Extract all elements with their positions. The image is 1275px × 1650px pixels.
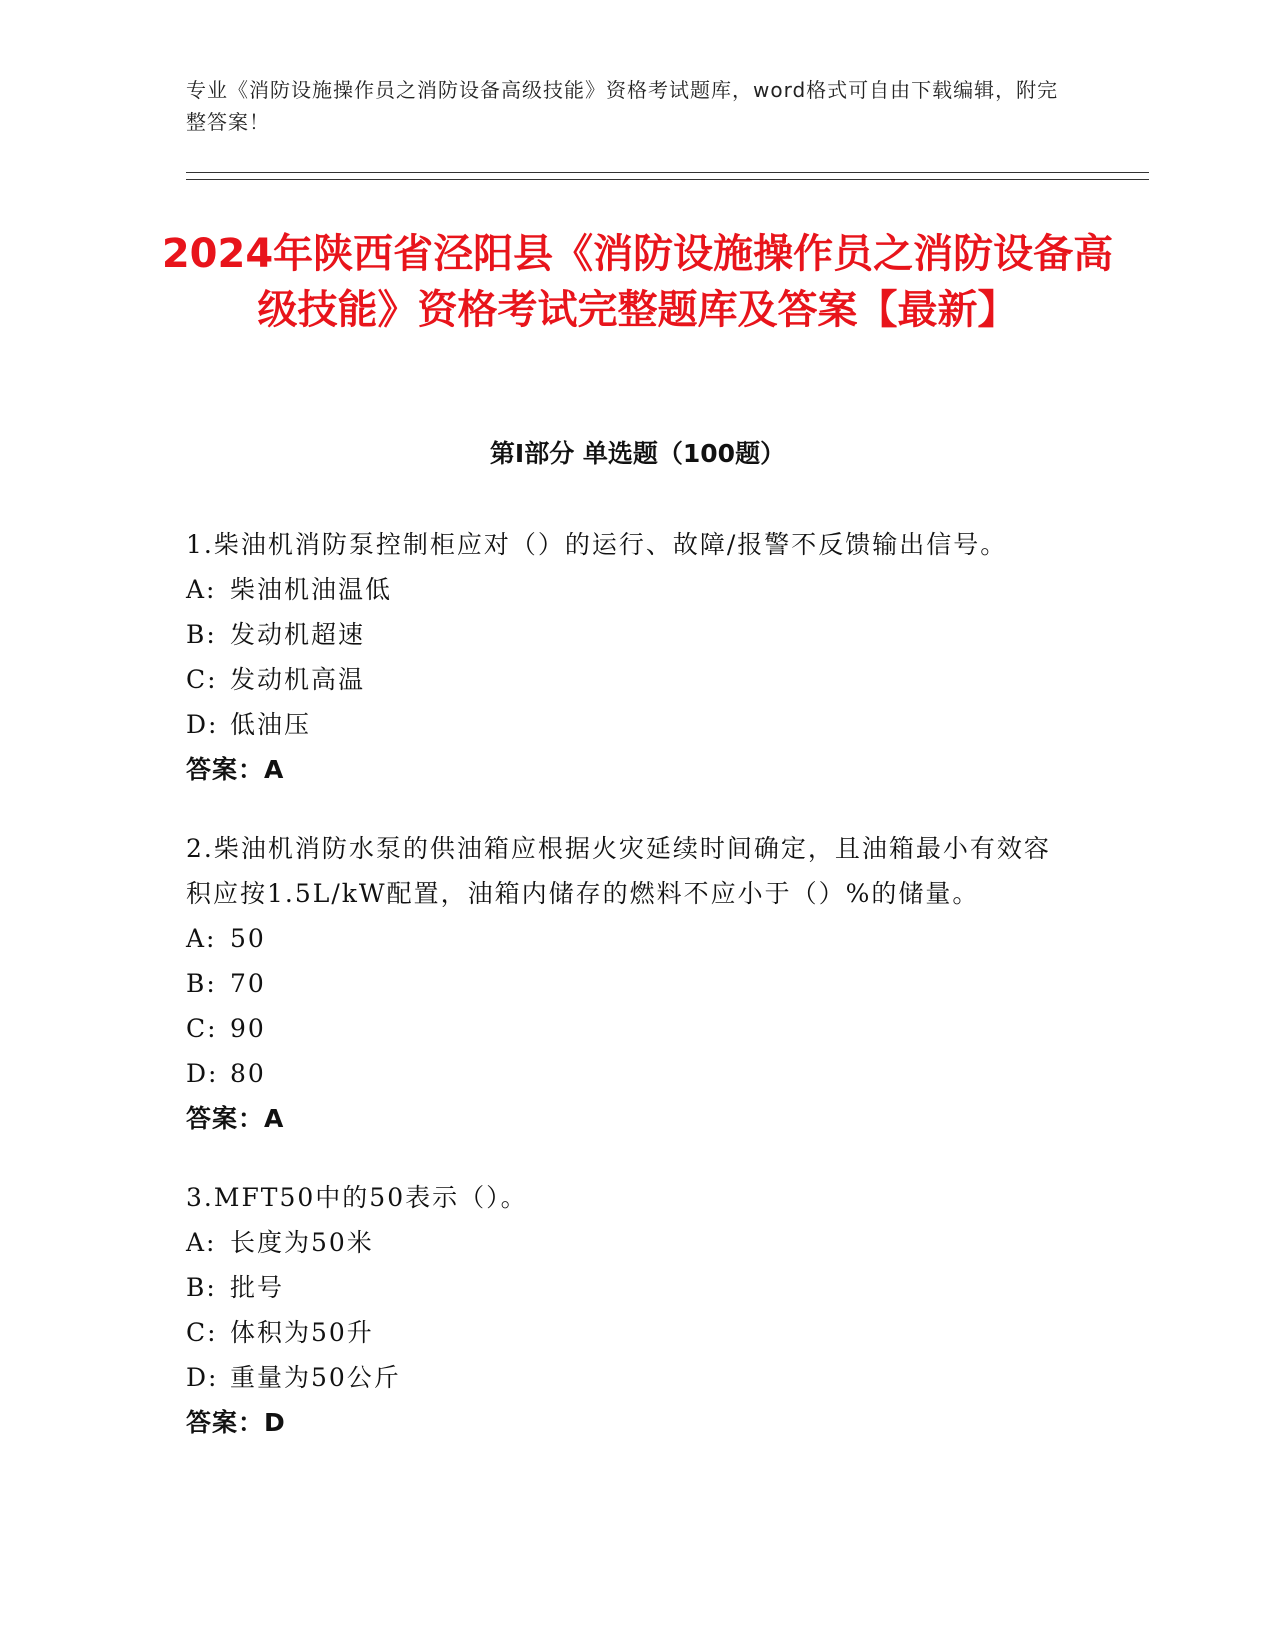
answer: 答案：A bbox=[186, 1104, 285, 1133]
option-a bbox=[186, 1220, 1066, 1265]
answer: 答案：A bbox=[186, 755, 285, 784]
question-text: 3.MFT50中的50表示（）。 bbox=[186, 1183, 528, 1212]
option-text: 发动机高温 bbox=[230, 665, 366, 694]
header-divider-bottom bbox=[186, 179, 1149, 180]
option-c bbox=[186, 1310, 1066, 1355]
option-label: A: bbox=[186, 924, 217, 953]
option-label: D: bbox=[186, 1363, 219, 1392]
option-b bbox=[186, 612, 1066, 657]
option-text: 70 bbox=[230, 969, 266, 998]
question-1 bbox=[186, 522, 1066, 792]
option-text: 发动机超速 bbox=[230, 620, 366, 649]
question-list bbox=[186, 522, 1066, 1479]
option-b bbox=[186, 1265, 1066, 1310]
option-d bbox=[186, 702, 1066, 747]
option-label: C: bbox=[186, 1318, 218, 1347]
option-d bbox=[186, 1051, 1066, 1096]
question-text: 2.柴油机消防水泵的供油箱应根据火灾延续时间确定，且油箱最小有效容积应按1.5L/kW配置，油箱内储存的燃料不应小于（）%的储量。 bbox=[186, 834, 1051, 908]
option-text: 长度为50米 bbox=[230, 1228, 374, 1257]
option-a bbox=[186, 567, 1066, 612]
header-note: 专业《消防设施操作员之消防设备高级技能》资格考试题库，word格式可自由下载编辑，附完整答案！ bbox=[186, 78, 1059, 134]
option-text: 体积为50升 bbox=[230, 1318, 374, 1347]
option-label: D: bbox=[186, 1059, 219, 1088]
option-label: A: bbox=[186, 575, 217, 604]
document-title: 2024年陕西省泾阳县《消防设施操作员之消防设备高级技能》资格考试完整题库及答案【最新】 bbox=[161, 231, 1114, 333]
option-label: B: bbox=[186, 1273, 217, 1302]
question-text: 1.柴油机消防泵控制柜应对（）的运行、故障/报警不反馈输出信号。 bbox=[186, 530, 1008, 559]
option-label: C: bbox=[186, 1014, 218, 1043]
option-d bbox=[186, 1355, 1066, 1400]
option-label: D: bbox=[186, 710, 219, 739]
option-text: 重量为50公斤 bbox=[230, 1363, 401, 1392]
option-text: 50 bbox=[230, 924, 266, 953]
option-text: 柴油机油温低 bbox=[230, 575, 393, 604]
question-2 bbox=[186, 826, 1066, 1141]
option-text: 批号 bbox=[230, 1273, 285, 1302]
option-label: C: bbox=[186, 665, 218, 694]
option-label: A: bbox=[186, 1228, 217, 1257]
option-text: 90 bbox=[230, 1014, 266, 1043]
question-3 bbox=[186, 1175, 1066, 1445]
option-c bbox=[186, 657, 1066, 702]
option-b bbox=[186, 961, 1066, 1006]
option-c bbox=[186, 1006, 1066, 1051]
answer: 答案：D bbox=[186, 1408, 286, 1437]
option-label: B: bbox=[186, 620, 217, 649]
option-text: 80 bbox=[230, 1059, 266, 1088]
header-divider-top bbox=[186, 172, 1149, 173]
section-title: 第I部分 单选题（100题） bbox=[489, 439, 786, 468]
option-a bbox=[186, 916, 1066, 961]
option-text: 低油压 bbox=[230, 710, 312, 739]
option-label: B: bbox=[186, 969, 217, 998]
